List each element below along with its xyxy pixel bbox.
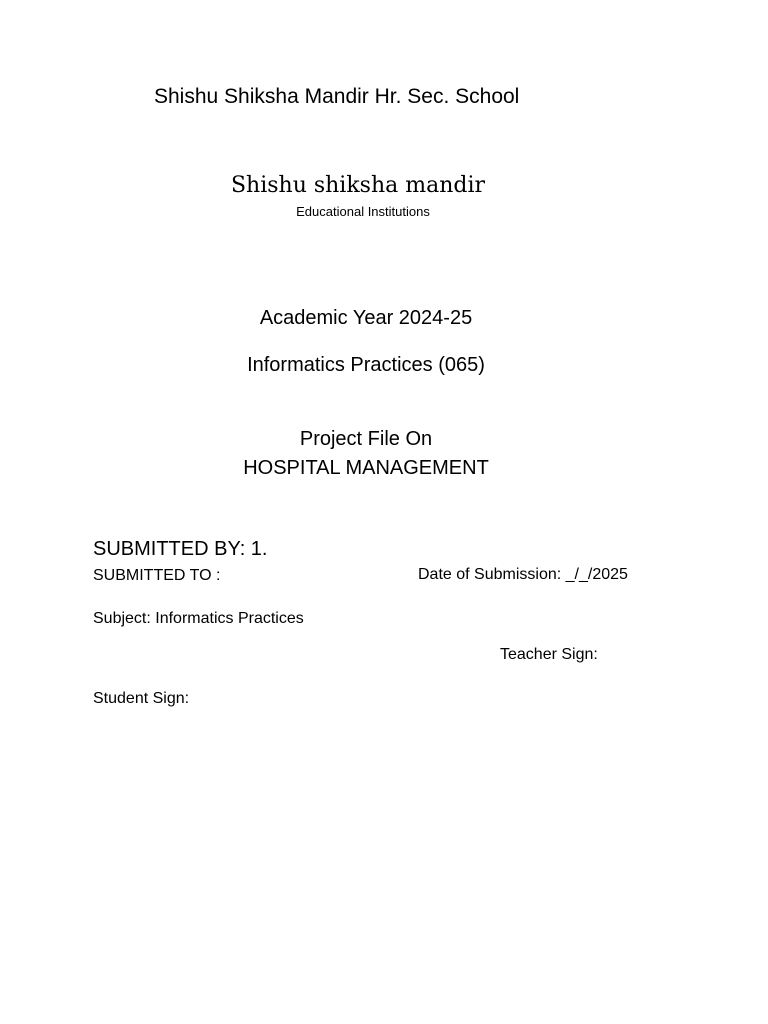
project-title: HOSPITAL MANAGEMENT <box>243 457 489 479</box>
logo-subtitle: Educational Institutions <box>296 204 430 219</box>
student-sign: Student Sign: <box>93 690 190 707</box>
subject-line: Subject: Informatics Practices <box>93 610 304 627</box>
subject-code: Informatics Practices (065) <box>247 354 485 376</box>
logo-title: Shishu shiksha mandir <box>230 173 486 198</box>
date-of-submission: Date of Submission: _/_/2025 <box>418 566 628 583</box>
submitted-by: SUBMITTED BY: 1. <box>93 538 268 560</box>
teacher-sign: Teacher Sign: <box>500 646 598 663</box>
academic-year: Academic Year 2024-25 <box>259 307 473 329</box>
project-heading: Project File On <box>299 428 433 450</box>
submitted-to: SUBMITTED TO : <box>93 567 221 584</box>
school-header: Shishu Shiksha Mandir Hr. Sec. School <box>154 85 520 108</box>
